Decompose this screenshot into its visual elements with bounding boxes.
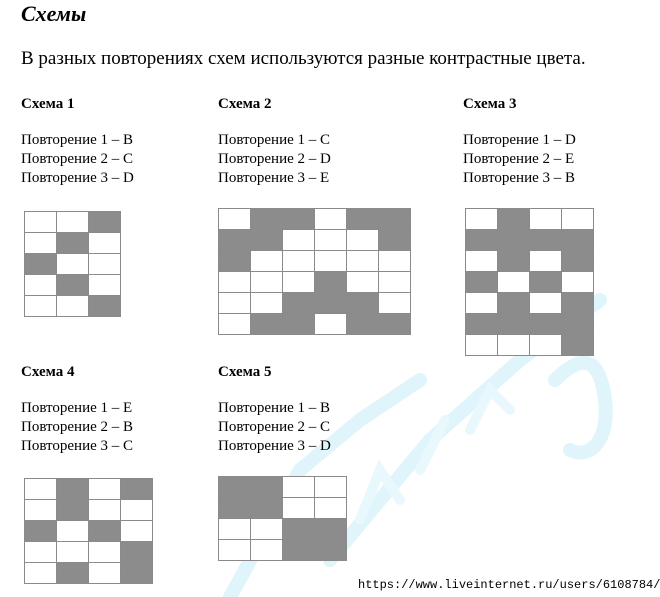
grid-cell-light [315, 230, 347, 251]
grid-row [466, 272, 594, 293]
scheme-4-grid [24, 478, 153, 584]
grid-row [466, 314, 594, 335]
grid-cell-light [315, 209, 347, 230]
grid-cell-dark [379, 209, 411, 230]
grid-row [219, 314, 411, 335]
scheme-heading: Схема 3 [463, 96, 517, 112]
intro-text: В разных повторениях схем используются разные контрастные цвета. [21, 48, 586, 69]
grid-cell-dark [57, 563, 89, 584]
scheme-5 [218, 363, 331, 456]
grid-cell-light [89, 275, 121, 296]
grid-cell-light [57, 542, 89, 563]
grid-cell-dark [498, 230, 530, 251]
grid-row [219, 498, 347, 519]
grid-cell-dark [562, 314, 594, 335]
grid-cell-light [347, 230, 379, 251]
grid-cell-light [379, 293, 411, 314]
grid-cell-light [251, 251, 283, 272]
grid-cell-dark [121, 563, 153, 584]
scheme-1-grid [24, 211, 121, 317]
grid-cell-light [219, 209, 251, 230]
scheme-2-grid [218, 208, 411, 335]
repetition-item: Повторение 1 – D [463, 132, 576, 148]
repetition-list [218, 399, 331, 456]
grid-cell-dark [251, 498, 283, 519]
grid-cell-dark [466, 230, 498, 251]
grid-cell-dark [315, 293, 347, 314]
repetition-item: Повторение 3 – E [218, 170, 330, 186]
grid-cell-light [89, 254, 121, 275]
grid-row [25, 563, 153, 584]
grid-cell-light [219, 540, 251, 561]
grid-row [466, 230, 594, 251]
grid-cell-dark [498, 251, 530, 272]
grid-cell-light [283, 230, 315, 251]
scheme-2 [218, 95, 331, 188]
grid-cell-dark [283, 209, 315, 230]
grid-row [25, 521, 153, 542]
grid-row [25, 254, 121, 275]
scheme-heading: Схема 5 [218, 364, 272, 380]
grid-cell-light [57, 212, 89, 233]
grid-cell-light [466, 251, 498, 272]
page-title: Схемы [21, 1, 87, 26]
grid-cell-dark [562, 335, 594, 356]
grid-cell-dark [251, 477, 283, 498]
grid-cell-light [347, 272, 379, 293]
repetition-item: Повторение 1 – E [21, 400, 133, 416]
grid-cell-dark [379, 230, 411, 251]
grid-cell-light [562, 272, 594, 293]
grid-cell-dark [347, 293, 379, 314]
repetition-item: Повторение 1 – C [218, 132, 331, 148]
grid-cell-light [530, 251, 562, 272]
grid-cell-light [466, 209, 498, 230]
grid-cell-light [89, 542, 121, 563]
grid-cell-light [498, 272, 530, 293]
grid-row [25, 296, 121, 317]
scheme-3-grid [465, 208, 594, 356]
grid-cell-dark [315, 540, 347, 561]
grid-cell-dark [121, 542, 153, 563]
grid-cell-dark [219, 251, 251, 272]
repetition-item: Повторение 2 – B [21, 419, 134, 435]
scheme-heading: Схема 2 [218, 96, 272, 112]
grid-cell-light [315, 314, 347, 335]
grid-cell-dark [89, 296, 121, 317]
repetition-item: Повторение 3 – C [21, 438, 134, 454]
grid-cell-light [283, 477, 315, 498]
repetition-item: Повторение 1 – B [21, 132, 134, 148]
grid-row [219, 540, 347, 561]
grid-cell-light [25, 563, 57, 584]
grid-cell-light [89, 233, 121, 254]
repetition-item: Повторение 2 – C [21, 151, 134, 167]
grid-cell-light [466, 335, 498, 356]
grid-cell-dark [57, 500, 89, 521]
grid-cell-light [315, 498, 347, 519]
grid-cell-dark [57, 479, 89, 500]
grid-cell-dark [219, 477, 251, 498]
scheme-4 [21, 363, 133, 456]
grid-cell-dark [89, 521, 121, 542]
grid-cell-dark [530, 272, 562, 293]
grid-cell-dark [89, 212, 121, 233]
grid-cell-dark [498, 314, 530, 335]
grid-cell-dark [347, 209, 379, 230]
grid-cell-dark [283, 293, 315, 314]
grid-cell-dark [562, 251, 594, 272]
grid-cell-dark [562, 293, 594, 314]
source-url: https://www.liveinternet.ru/users/6108784/ [358, 578, 660, 592]
grid-cell-dark [498, 293, 530, 314]
grid-cell-dark [466, 314, 498, 335]
repetition-item: Повторение 2 – C [218, 419, 331, 435]
scheme-heading: Схема 4 [21, 364, 75, 380]
grid-cell-dark [530, 230, 562, 251]
grid-cell-light [25, 275, 57, 296]
grid-row [219, 230, 411, 251]
grid-row [466, 335, 594, 356]
grid-cell-light [251, 272, 283, 293]
grid-cell-light [251, 293, 283, 314]
grid-cell-dark [315, 519, 347, 540]
grid-cell-dark [25, 254, 57, 275]
grid-cell-dark [25, 521, 57, 542]
scheme-heading: Схема 1 [21, 96, 75, 112]
grid-row [466, 209, 594, 230]
grid-cell-dark [251, 230, 283, 251]
grid-cell-dark [251, 209, 283, 230]
grid-cell-light [466, 293, 498, 314]
repetition-list [218, 131, 331, 188]
grid-cell-light [347, 251, 379, 272]
grid-cell-dark [57, 233, 89, 254]
grid-cell-light [121, 521, 153, 542]
repetition-list [463, 131, 576, 188]
grid-row [219, 209, 411, 230]
grid-cell-light [498, 335, 530, 356]
grid-cell-dark [498, 209, 530, 230]
scheme-3 [463, 95, 576, 188]
grid-cell-light [25, 479, 57, 500]
grid-cell-light [25, 296, 57, 317]
grid-cell-light [25, 500, 57, 521]
grid-cell-light [251, 540, 283, 561]
grid-cell-light [89, 563, 121, 584]
grid-cell-light [25, 212, 57, 233]
grid-cell-light [57, 521, 89, 542]
grid-row [25, 212, 121, 233]
repetition-item: Повторение 2 – E [463, 151, 575, 167]
grid-cell-dark [121, 479, 153, 500]
grid-cell-dark [562, 230, 594, 251]
grid-cell-light [530, 335, 562, 356]
grid-cell-dark [283, 540, 315, 561]
repetition-item: Повторение 3 – D [218, 438, 331, 454]
grid-row [219, 477, 347, 498]
grid-row [219, 293, 411, 314]
grid-cell-dark [466, 272, 498, 293]
grid-cell-light [25, 233, 57, 254]
grid-cell-dark [219, 498, 251, 519]
grid-cell-dark [57, 275, 89, 296]
grid-cell-light [219, 519, 251, 540]
grid-row [466, 251, 594, 272]
repetition-item: Повторение 1 – B [218, 400, 331, 416]
grid-cell-light [57, 254, 89, 275]
grid-row [25, 275, 121, 296]
grid-cell-light [219, 272, 251, 293]
grid-cell-light [121, 500, 153, 521]
grid-row [25, 542, 153, 563]
grid-cell-dark [283, 519, 315, 540]
grid-cell-dark [251, 314, 283, 335]
grid-cell-light [379, 272, 411, 293]
grid-cell-light [219, 293, 251, 314]
repetition-item: Повторение 3 – D [21, 170, 134, 186]
grid-cell-light [25, 542, 57, 563]
repetition-item: Повторение 3 – B [463, 170, 576, 186]
grid-cell-light [562, 209, 594, 230]
grid-cell-light [219, 314, 251, 335]
grid-cell-light [283, 251, 315, 272]
grid-cell-dark [347, 314, 379, 335]
grid-cell-light [57, 296, 89, 317]
grid-cell-dark [530, 314, 562, 335]
grid-cell-light [283, 498, 315, 519]
grid-cell-light [530, 293, 562, 314]
grid-row [219, 251, 411, 272]
repetition-list [21, 399, 133, 456]
grid-cell-light [251, 519, 283, 540]
grid-row [25, 479, 153, 500]
grid-row [466, 293, 594, 314]
grid-cell-dark [219, 230, 251, 251]
grid-row [25, 233, 121, 254]
scheme-5-grid [218, 476, 347, 561]
grid-row [219, 272, 411, 293]
grid-cell-dark [283, 314, 315, 335]
repetition-list [21, 131, 134, 188]
grid-cell-light [89, 500, 121, 521]
repetition-item: Повторение 2 – D [218, 151, 331, 167]
grid-cell-light [315, 251, 347, 272]
grid-cell-light [379, 251, 411, 272]
grid-row [25, 500, 153, 521]
grid-cell-dark [315, 272, 347, 293]
grid-cell-light [89, 479, 121, 500]
grid-row [219, 519, 347, 540]
scheme-1 [21, 95, 134, 188]
grid-cell-light [315, 477, 347, 498]
grid-cell-dark [379, 314, 411, 335]
grid-cell-light [530, 209, 562, 230]
grid-cell-light [283, 272, 315, 293]
